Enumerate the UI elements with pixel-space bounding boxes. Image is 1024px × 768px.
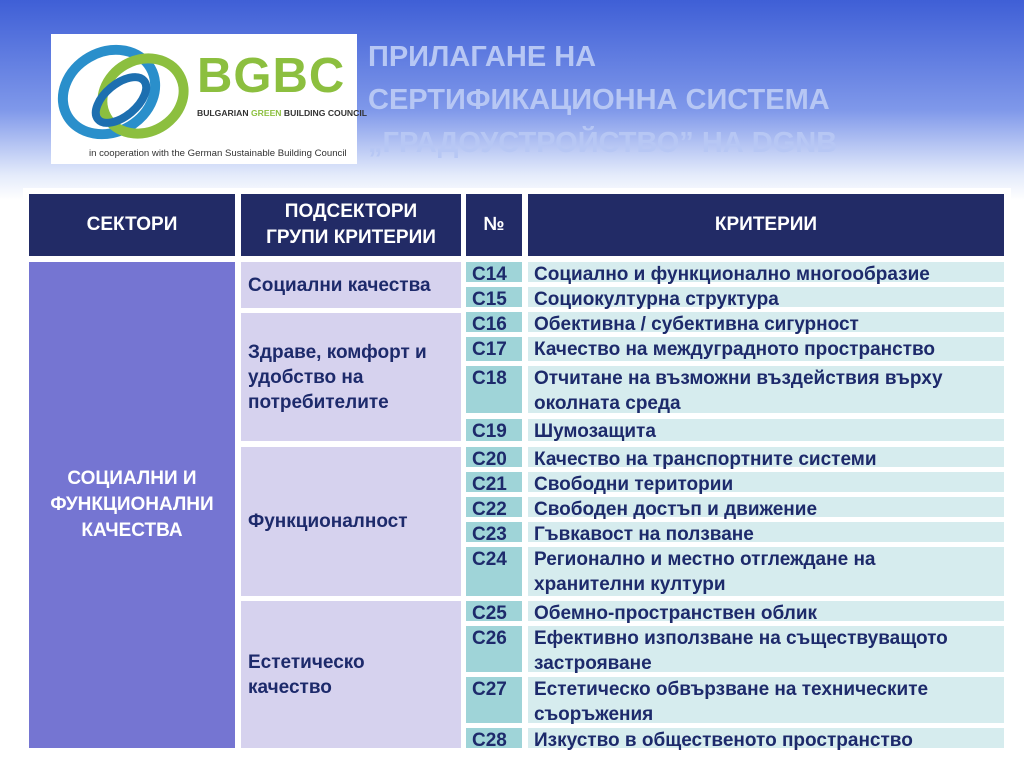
criterion-code: C28 xyxy=(466,728,522,748)
criterion-code: C26 xyxy=(466,626,522,672)
criterion-name: Обективна / субективна сигурност xyxy=(528,312,1004,332)
sector-cell: СОЦИАЛНИ И ФУНКЦИОНАЛНИ КАЧЕСТВА xyxy=(29,262,235,748)
bgbc-rings-icon xyxy=(51,34,201,154)
criterion-name: Социално и функционално многообразие xyxy=(528,262,1004,282)
criterion-name: Качество на транспортните системи xyxy=(528,447,1004,467)
criterion-name: Свободен достъп и движение xyxy=(528,497,1004,517)
criterion-code: C19 xyxy=(466,419,522,441)
criterion-name: Гъвкавост на ползване xyxy=(528,522,1004,542)
criterion-name: Социокултурна структура xyxy=(528,287,1004,307)
criterion-code: C17 xyxy=(466,337,522,361)
title-line: СЕРТИФИКАЦИОННА СИСТЕМА xyxy=(368,84,830,116)
logo-subtitle: BULGARIAN GREEN BUILDING COUNCIL xyxy=(197,108,367,118)
criterion-code: C21 xyxy=(466,472,522,492)
criterion-code: C20 xyxy=(466,447,522,467)
criterion-name: Регионално и местно отглеждане на хранителни култури xyxy=(528,547,1004,596)
criterion-code: C18 xyxy=(466,366,522,413)
subsector-cell: Социални качества xyxy=(241,262,461,308)
page-title xyxy=(368,36,988,165)
criterion-code: C23 xyxy=(466,522,522,542)
criterion-code: C15 xyxy=(466,287,522,307)
criterion-name: Свободни територии xyxy=(528,472,1004,492)
logo-name: BGBC xyxy=(197,49,346,103)
header-number: № xyxy=(466,194,522,256)
criterion-name: Качество на междуградното пространство xyxy=(528,337,1004,361)
criterion-name: Естетическо обвързване на техническите съоръжения xyxy=(528,677,1004,723)
criterion-code: C22 xyxy=(466,497,522,517)
title-line: ПРИЛАГАНЕ НА xyxy=(368,41,597,73)
subsector-cell: Естетическо качество xyxy=(241,601,461,748)
criterion-name: Ефективно използване на съществуващото застрояване xyxy=(528,626,1004,672)
criterion-name: Отчитане на възможни въздействия върху околната среда xyxy=(528,366,1004,413)
criterion-code: C27 xyxy=(466,677,522,723)
criterion-name: Обемно-пространствен облик xyxy=(528,601,1004,621)
criterion-name: Шумозащита xyxy=(528,419,1004,441)
header-subsectors: ПОДСЕКТОРИ ГРУПИ КРИТЕРИИ xyxy=(241,194,461,256)
criterion-code: C24 xyxy=(466,547,522,596)
title-line: „ГРАДОУСТРОЙСТВО” НА DGNB xyxy=(368,127,838,159)
subsector-cell: Функционалност xyxy=(241,447,461,596)
bgbc-logo xyxy=(51,34,367,164)
logo-cooperation: in cooperation with the German Sustainable Building Council xyxy=(89,148,347,159)
criterion-code: C16 xyxy=(466,312,522,332)
criterion-code: C25 xyxy=(466,601,522,621)
criterion-code: C14 xyxy=(466,262,522,282)
header-criteria: КРИТЕРИИ xyxy=(528,194,1004,256)
header-sectors: СЕКТОРИ xyxy=(29,194,235,256)
criterion-name: Изкуство в общественото пространство xyxy=(528,728,1004,748)
subsector-cell: Здраве, комфорт и удобство на потребителите xyxy=(241,313,461,441)
